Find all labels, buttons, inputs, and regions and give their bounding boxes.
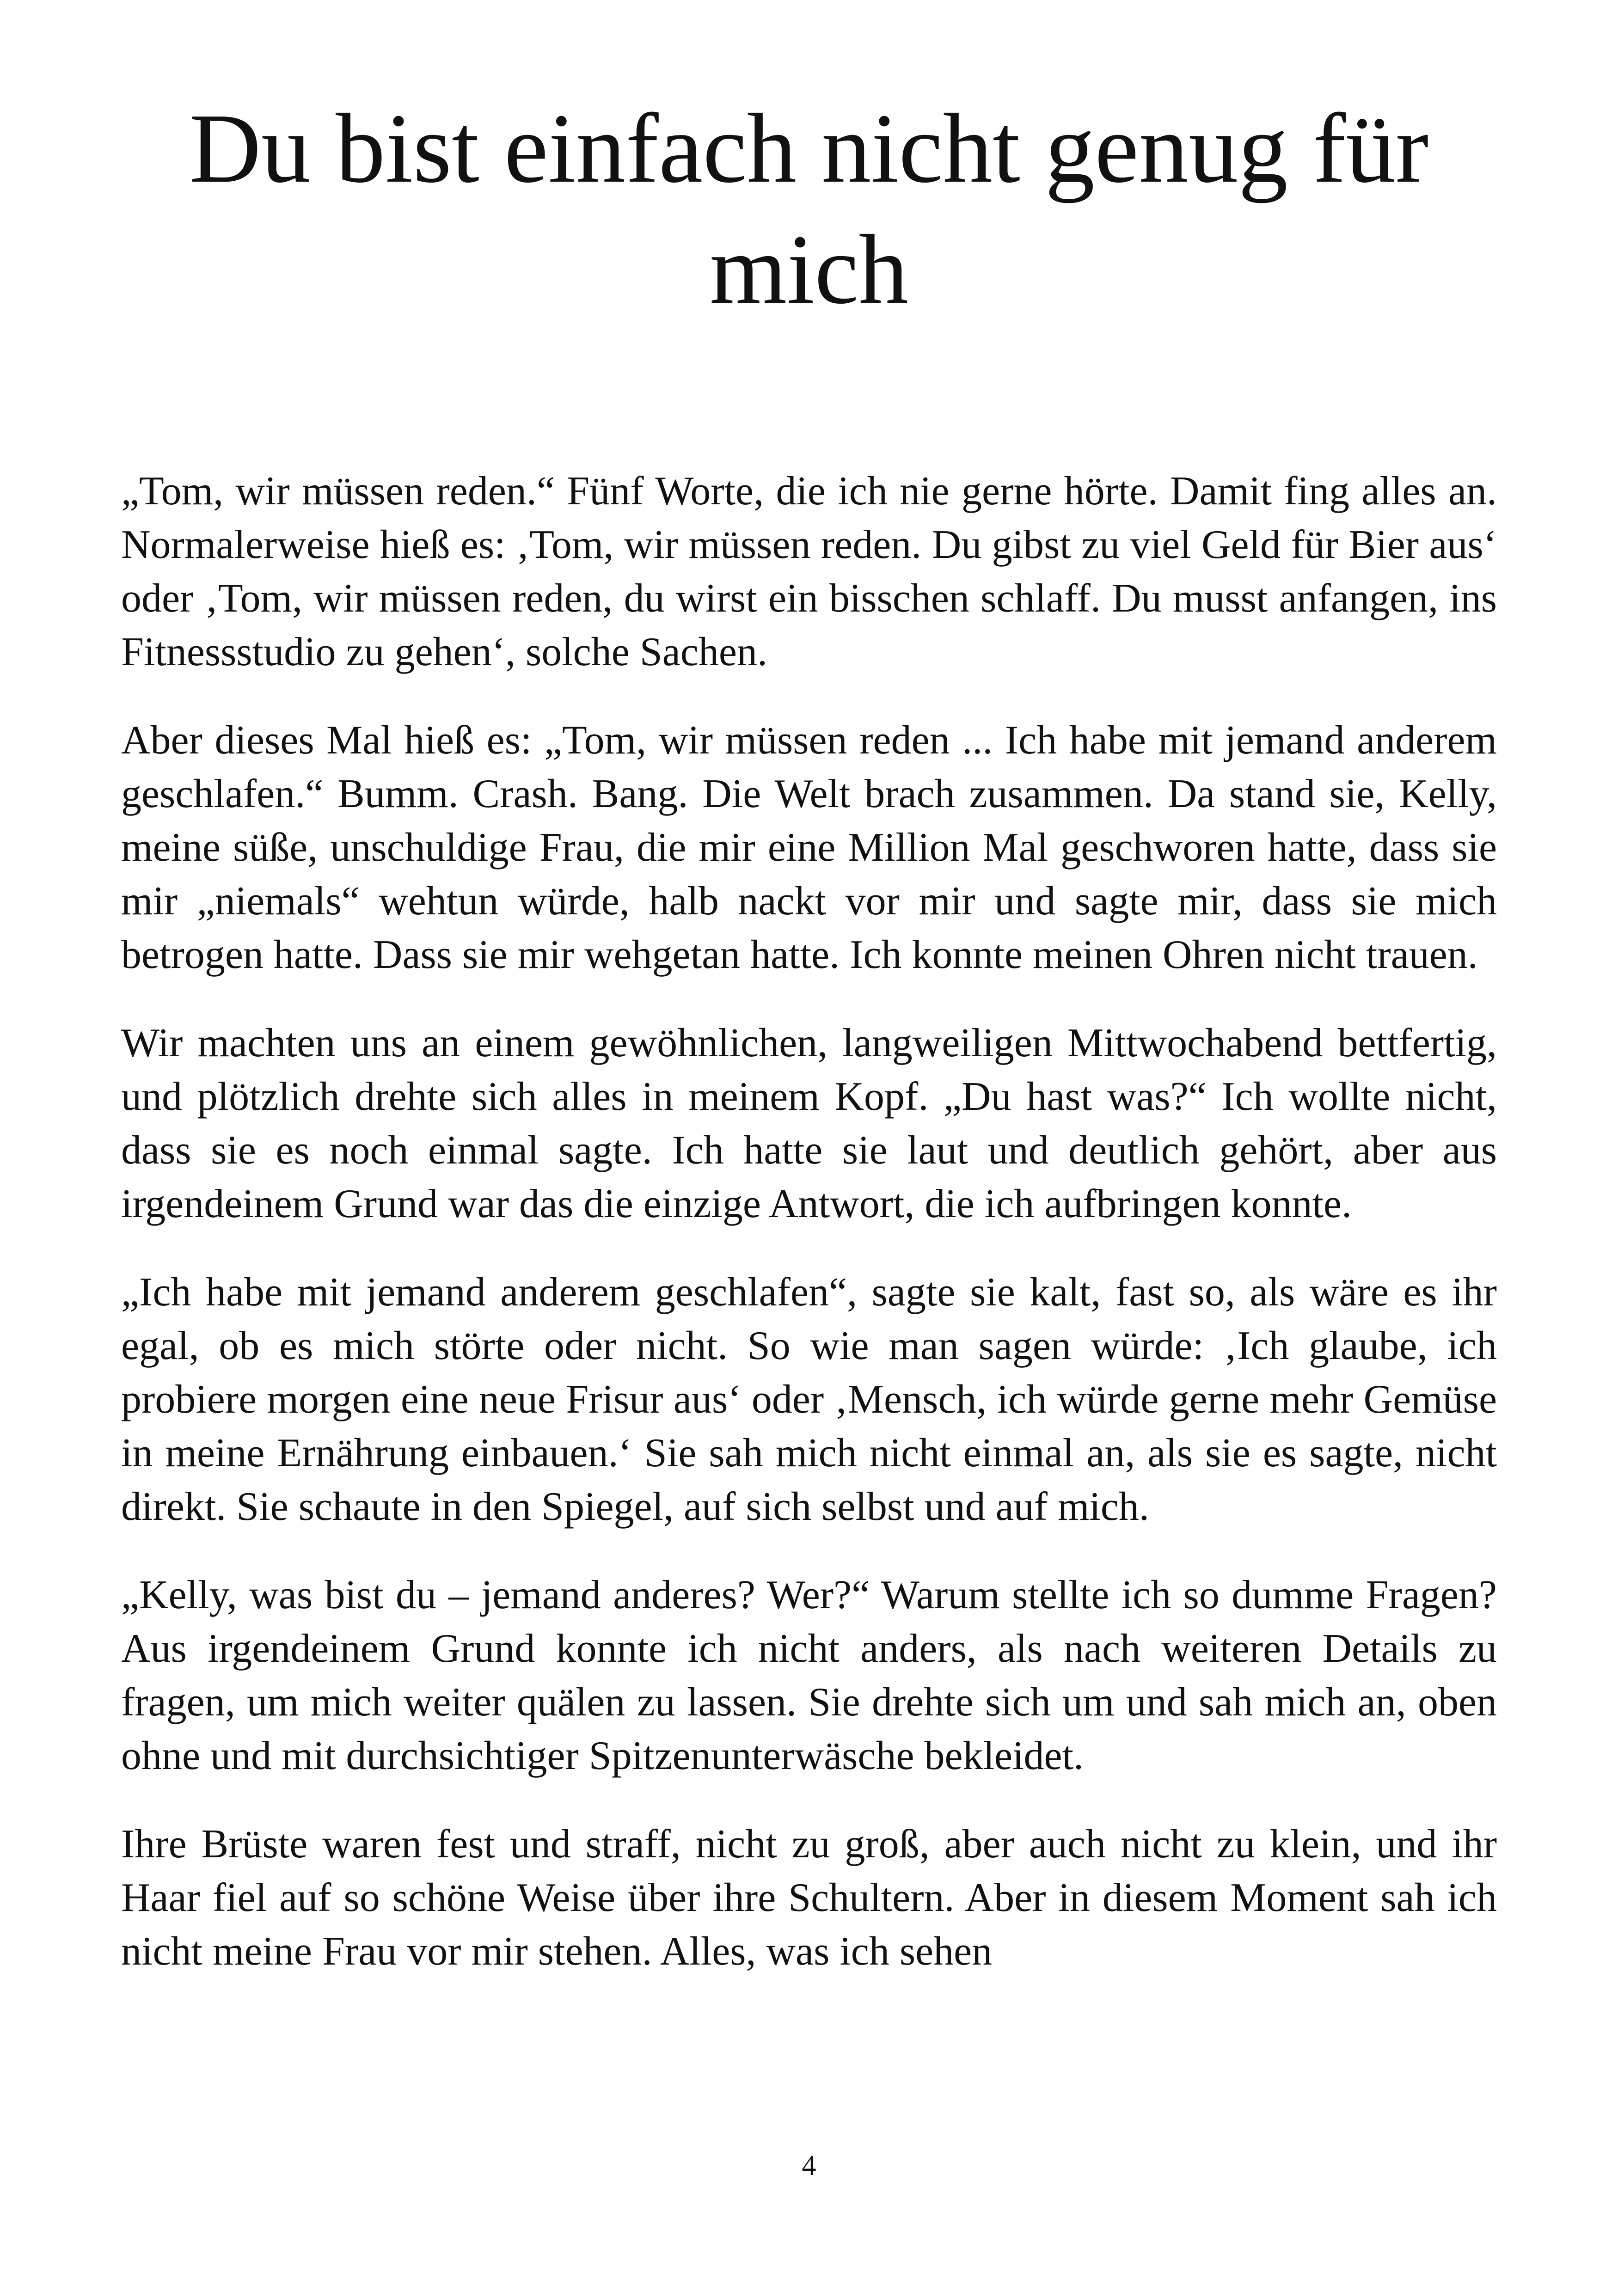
chapter-body — [121, 465, 1497, 2013]
chapter-title: Du bist einfach nicht genug für mich — [189, 93, 1429, 325]
paragraph-2: Aber dieses Mal hieß es: „Tom, wir müssen reden ... Ich habe mit jemand anderem geschlafen.“ Bumm. Crash. Bang. Die Welt brach zusammen. Da stand sie, Kelly, meine süße, unschuldige Frau, die mir eine Million Mal geschworen hatte, dass sie mir „niemals“ wehtun würde, halb nackt vor mir und sagte mir, dass sie mich betrogen hatte. Dass sie mir wehgetan hatte. Ich konnte meinen Ohren nicht trauen. — [121, 718, 1497, 977]
paragraph-1: „Tom, wir müssen reden.“ Fünf Worte, die ich nie gerne hörte. Damit fing alles an. Normalerweise hieß es: ‚Tom, wir müssen reden. Du gibst zu viel Geld für Bier aus‘ oder ‚Tom, wir müssen reden, du wirst ein bisschen schlaff. Du musst anfangen, ins Fitnessstudio zu gehen‘, solche Sachen. — [121, 469, 1497, 674]
paragraph-3: Wir machten uns an einem gewöhnlichen, langweiligen Mittwochabend bettfertig, und plötzlich drehte sich alles in meinem Kopf. „Du hast was?“ Ich wollte nicht, dass sie es noch einmal sagte. Ich hatte sie laut und deutlich gehört, aber aus irgendeinem Grund war das die einzige Antwort, die ich aufbringen konnte. — [121, 1021, 1497, 1226]
paragraph-4: „Ich habe mit jemand anderem geschlafen“, sagte sie kalt, fast so, als wäre es ihr egal, ob es mich störte oder nicht. So wie man sagen würde: ‚Ich glaube, ich probiere morgen eine neue Frisur aus‘ oder ‚Mensch, ich würde gerne mehr Gemüse in meine Ernährung einbauen.‘ Sie sah mich nicht einmal an, als sie es sagte, nicht direkt. Sie schaute in den Spiegel, auf sich selbst und auf mich. — [121, 1270, 1497, 1529]
paragraph-6: Ihre Brüste waren fest und straff, nicht zu groß, aber auch nicht zu klein, und ihr Haar fiel auf so schöne Weise über ihre Schultern. Aber in diesem Moment sah ich nicht meine Frau vor mir stehen. Alles, was ich sehen — [121, 1822, 1497, 1974]
page-number: 4 — [802, 2150, 816, 2181]
paragraph-5: „Kelly, was bist du – jemand anderes? Wer?“ Warum stellte ich so dumme Fragen? Aus irgendeinem Grund konnte ich nicht anders, als nach weiteren Details zu fragen, um mich weiter quälen zu lassen. Sie drehte sich um und sah mich an, oben ohne und mit durchsichtiger Spitzenunterwäsche bekleidet. — [121, 1573, 1497, 1778]
